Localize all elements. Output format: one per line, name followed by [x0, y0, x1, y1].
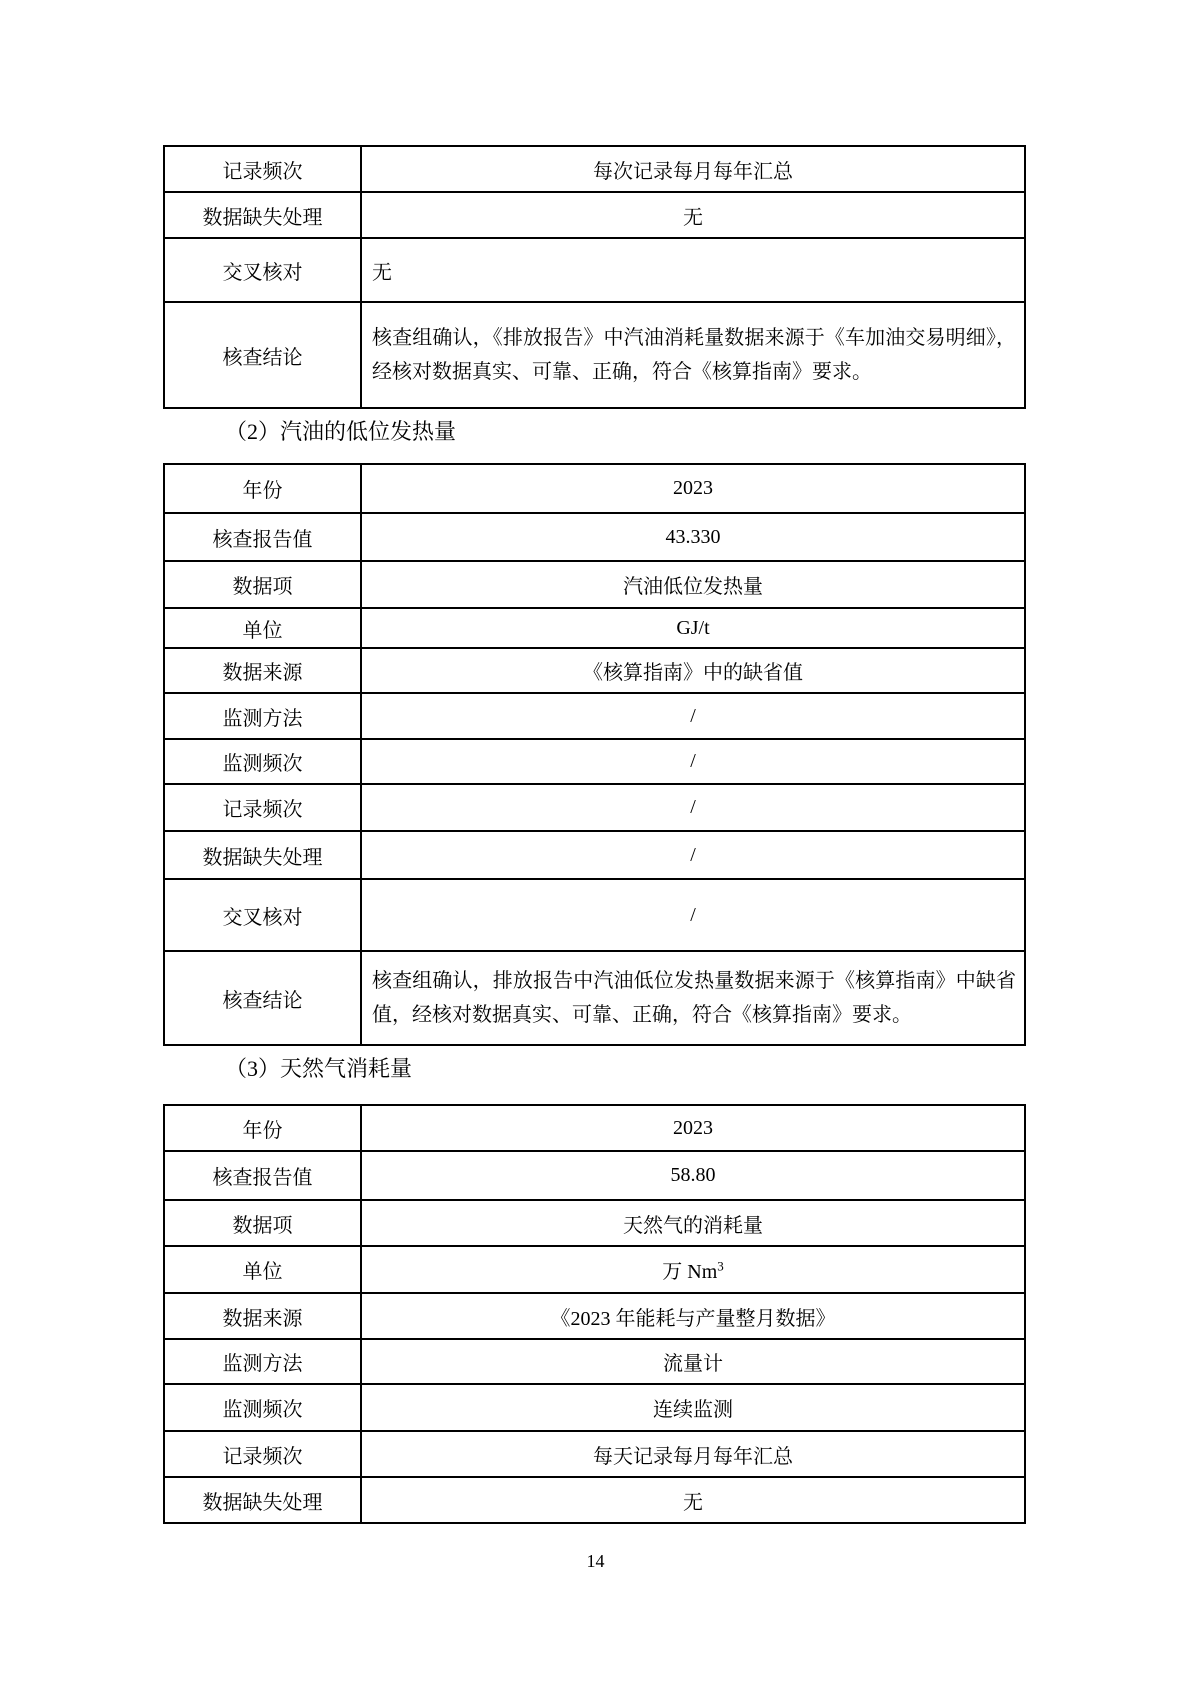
- row-label: 年份: [164, 464, 361, 513]
- row-label: 数据来源: [164, 1293, 361, 1339]
- table-row: [164, 1431, 1025, 1477]
- page-number: 14: [586, 1551, 605, 1571]
- row-value: 无: [361, 192, 1025, 238]
- row-value: 流量计: [361, 1339, 1025, 1384]
- row-value: /: [361, 693, 1025, 739]
- row-value: /: [361, 739, 1025, 784]
- table-row: [164, 784, 1025, 831]
- row-value: GJ/t: [361, 608, 1025, 648]
- row-label: 核查报告值: [164, 1151, 361, 1200]
- table-row: [164, 146, 1025, 192]
- table-row: [164, 879, 1025, 951]
- table-row: [164, 831, 1025, 879]
- table-row: [164, 1200, 1025, 1246]
- row-value: 天然气的消耗量: [361, 1200, 1025, 1246]
- row-value: /: [361, 831, 1025, 879]
- table-row: [164, 1246, 1025, 1293]
- row-label: 监测方法: [164, 693, 361, 739]
- row-value: /: [361, 784, 1025, 831]
- section-heading-gasoline-ncv: （2）汽油的低位发热量: [225, 419, 457, 444]
- table-row: [164, 693, 1025, 739]
- table-row: [164, 739, 1025, 784]
- row-label: 监测频次: [164, 739, 361, 784]
- row-value: 每天记录每月每年汇总: [361, 1431, 1025, 1477]
- row-value: 每次记录每月每年汇总: [361, 146, 1025, 192]
- table-row: [164, 1105, 1025, 1151]
- row-label: 监测频次: [164, 1384, 361, 1431]
- row-label: 数据来源: [164, 648, 361, 693]
- row-label: 交叉核对: [164, 238, 361, 302]
- row-label: 核查结论: [164, 302, 361, 408]
- row-value: 2023: [361, 1105, 1025, 1151]
- row-value: 万 Nm$^3$: [361, 1246, 1025, 1293]
- table-row: [164, 648, 1025, 693]
- table-row: [164, 1384, 1025, 1431]
- row-value: 无: [361, 238, 1025, 302]
- row-label: 数据缺失处理: [164, 192, 361, 238]
- table-row: [164, 1151, 1025, 1200]
- row-value: 58.80: [361, 1151, 1025, 1200]
- table-row: [164, 464, 1025, 513]
- table-row: [164, 238, 1025, 302]
- row-value: /: [361, 879, 1025, 951]
- row-value: 核查组确认，排放报告中汽油低位发热量数据来源于《核算指南》中缺省值，经核对数据真实、可靠、正确，符合《核算指南》要求。: [361, 951, 1025, 1045]
- row-label: 年份: [164, 1105, 361, 1151]
- row-label: 记录频次: [164, 146, 361, 192]
- table-row: [164, 951, 1025, 1045]
- row-label: 记录频次: [164, 784, 361, 831]
- row-label: 数据项: [164, 1200, 361, 1246]
- table-row: [164, 608, 1025, 648]
- natural-gas-consumption-table: [163, 1104, 1026, 1524]
- row-label: 数据缺失处理: [164, 831, 361, 879]
- row-label: 交叉核对: [164, 879, 361, 951]
- row-value: 核查组确认，《排放报告》中汽油消耗量数据来源于《车加油交易明细》，经核对数据真实、可靠、正确，符合《核算指南》要求。: [361, 302, 1025, 408]
- row-label: 核查结论: [164, 951, 361, 1045]
- row-value: 连续监测: [361, 1384, 1025, 1431]
- table-row: [164, 192, 1025, 238]
- section-heading-natural-gas: （3）天然气消耗量: [225, 1056, 413, 1081]
- table-row: [164, 513, 1025, 561]
- row-value: 汽油低位发热量: [361, 561, 1025, 608]
- table-row: [164, 1293, 1025, 1339]
- row-label: 数据缺失处理: [164, 1477, 361, 1523]
- row-label: 单位: [164, 1246, 361, 1293]
- row-label: 监测方法: [164, 1339, 361, 1384]
- table-row: [164, 1477, 1025, 1523]
- gasoline-consumption-table-continued: [163, 145, 1026, 409]
- unit-superscript: 3: [717, 1258, 724, 1274]
- row-label: 记录频次: [164, 1431, 361, 1477]
- row-label: 单位: [164, 608, 361, 648]
- row-value: 2023: [361, 464, 1025, 513]
- row-label: 数据项: [164, 561, 361, 608]
- table-row: [164, 561, 1025, 608]
- row-value: 无: [361, 1477, 1025, 1523]
- gasoline-ncv-table: [163, 463, 1026, 1046]
- row-label: 核查报告值: [164, 513, 361, 561]
- table-row: [164, 1339, 1025, 1384]
- row-value: 43.330: [361, 513, 1025, 561]
- table-row: [164, 302, 1025, 408]
- row-value: 《2023 年能耗与产量整月数据》: [361, 1293, 1025, 1339]
- row-value: 《核算指南》中的缺省值: [361, 648, 1025, 693]
